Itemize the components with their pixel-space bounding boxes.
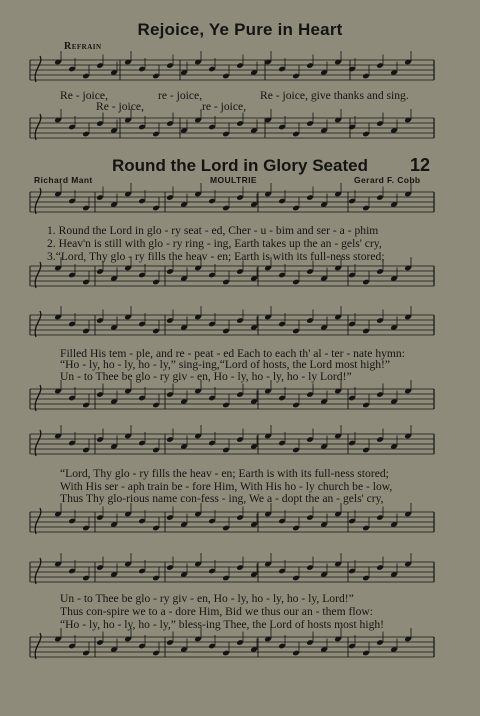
refrain-label: Refrain — [64, 41, 102, 52]
tune-name: MOULTRIE — [210, 175, 257, 185]
hymn-title-round-the-lord: Round the Lord in Glory Seated — [112, 156, 368, 175]
lyric-line: “Ho - ly, ho - ly, ho - ly,” bless-ing Thee, the Lord of hosts most high! — [60, 618, 385, 631]
author-credit: Richard Mant — [34, 175, 93, 185]
lyric-line: “Ho - ly, ho - ly, ho - ly,” sing-ing,“Lord of hosts, the Lord most high!” — [60, 358, 391, 371]
lyric-line: Un - to Thee be glo - ry giv - en, Ho - ly, ho - ly, ho - ly, Lord!” — [60, 592, 354, 605]
lyric-line: 2. Heav'n is still with glo - ry ring - ing, Earth takes up the an - gels' cry, — [47, 237, 382, 250]
refrain-word: re - joice, — [202, 100, 247, 113]
lyric-line: Thus Thy glo-rious name con-fess - ing, We a - dopt the an - gels' cry, — [60, 492, 384, 505]
hymn-title-rejoice: Rejoice, Ye Pure in Heart — [137, 20, 343, 39]
hymn-number: 12 — [410, 155, 431, 175]
refrain-word: Re - joice, give thanks and sing. — [260, 89, 409, 102]
refrain-word: re - joice, — [158, 89, 203, 102]
lyric-line: With His ser - aph train be - fore Him, With His ho - ly church be - low, — [60, 480, 393, 493]
lyric-line: 3.“Lord, Thy glo - ry fills the heav - en; Earth is with its full-ness stored; — [47, 250, 385, 263]
composer-credit: Gerard F. Cobb — [354, 175, 421, 185]
lyric-line: Thus con-spire we to a - dore Him, Bid we thus our an - them flow: — [60, 605, 373, 618]
lyric-line: Un - to Thee be glo - ry giv - en, Ho - ly, ho - ly, ho - ly Lord!” — [60, 370, 352, 383]
refrain-word: Re - joice, — [60, 89, 108, 102]
lyric-line: Filled His tem - ple, and re - peat - ed Each to each th' al - ter - nate hymn: — [60, 347, 405, 360]
lyric-line: 1. Round the Lord in glo - ry seat - ed, Cher - u - bim and ser - a - phim — [47, 224, 379, 237]
refrain-word: Re - joice, — [96, 100, 144, 113]
lyric-line: “Lord, Thy glo - ry fills the heav - en; Earth is with its full-ness stored; — [60, 467, 389, 480]
